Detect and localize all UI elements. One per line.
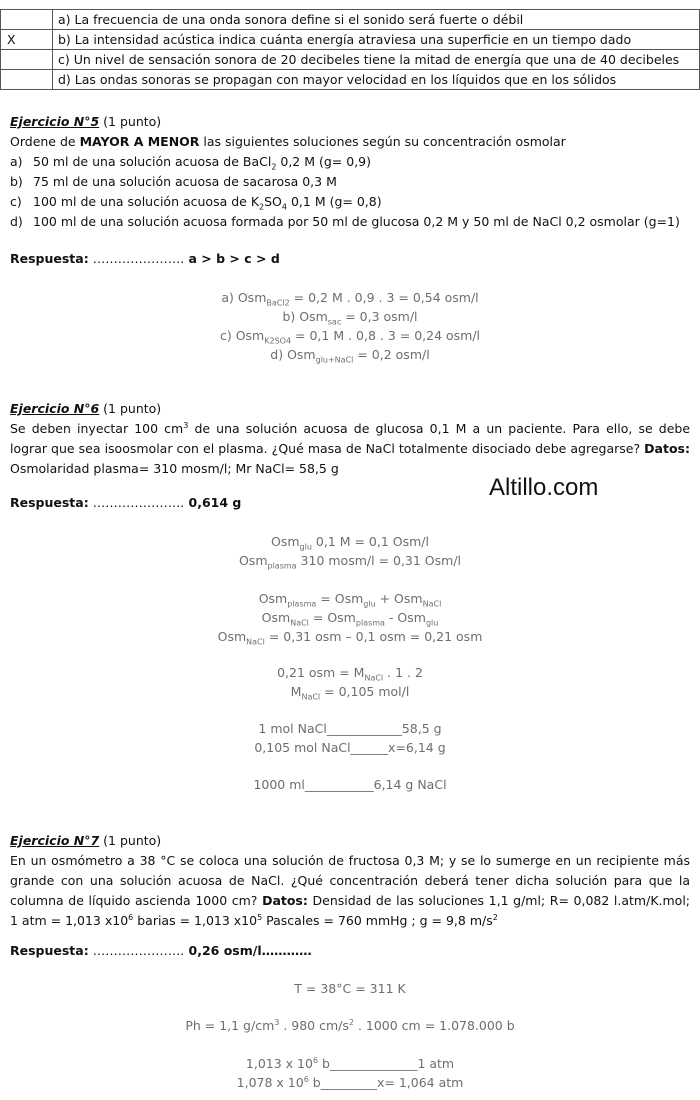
- exercise-6-calculations: [0, 589, 700, 646]
- item-text: 100 ml de una solución acuosa formada por 50 ml de glucosa 0,2 M y 50 ml de NaCl 0,2 osmolar (g=1): [33, 214, 680, 229]
- calc-line: Osm$_{glu}$ 0,1 M = 0,1 Osm/l: [270, 534, 429, 552]
- exercise-7-calculations: [0, 1016, 700, 1035]
- row-text: d) Las ondas sonoras se propagan con mayor velocidad en los líquidos que en los sólidos: [53, 70, 700, 90]
- answer-value: a > b > c > d: [184, 251, 280, 266]
- answer-label: Respuesta:: [10, 943, 89, 958]
- calc-line: 1 mol NaCl____________58,5 g: [258, 721, 442, 736]
- calc-line: Ph = 1,1 $g/cm^3$ . 980 $cm/s^2$ . 1000 cm = 1.078.000 b: [185, 1017, 515, 1033]
- exercise-points: (1 punto): [99, 401, 162, 416]
- row-mark: [1, 70, 53, 90]
- exercise-6-answer: [10, 493, 690, 513]
- answer-dots: ………………….: [88, 495, 185, 510]
- calc-line: 0,21 osm = $M_{NaCl}$ . 1 . 2: [277, 665, 423, 683]
- answer-label: Respuesta:: [10, 495, 89, 510]
- calc-line: Osm$_{plasma}$ 310 mosm/l = 0,31 Osm/l: [238, 553, 462, 571]
- calc-line: d) Osm$_{glu+NaCl}$ = 0,2 osm/l: [270, 347, 430, 365]
- calc-line: 1,078 x $10^6$ b_________x= 1,064 atm: [236, 1074, 464, 1090]
- item-label: d): [10, 214, 23, 229]
- table-row: [1, 30, 700, 50]
- table-row: [1, 70, 700, 90]
- answer-value: 0,614 g: [184, 495, 242, 510]
- item-label: a): [10, 154, 23, 169]
- exercise-6-header: [10, 399, 690, 419]
- list-item: [10, 192, 690, 212]
- calc-line: 1000 ml___________6,14 g NaCl: [253, 777, 447, 792]
- answer-dots: ………………….: [88, 943, 185, 958]
- calc-line: a) Osm$_{BaCl2}$ = 0,2 M . 0,9 . 3 = 0,54 osm/l: [221, 290, 479, 308]
- options-table: [0, 9, 700, 90]
- exercise-5-answer: [10, 249, 690, 269]
- exercise-7-statement: En un osmómetro a 38 °C se coloca una solución de fructosa 0,3 M; y se lo sumerge en un recipiente más grande con una solución acuosa de NaCl. ¿Qué concentración deberá tener dicha solución para que la columna de líquido ascienda 1000 cm? Datos: Densidad de las soluciones 1,1 g/ml; R= 0,082 l.atm/K.mol; 1 atm = 1,013 $x10^6$ barias = 1,013 $x10^5$ Pascales = 760 mmHg ; g = 9,8 $m/s^2$: [10, 853, 690, 928]
- exercise-6-calculations: [0, 663, 700, 701]
- row-text: a) La frecuencia de una onda sonora define si el sonido será fuerte o débil: [53, 10, 700, 30]
- exercise-5-calculations: [0, 288, 700, 364]
- intro-emphasis: MAYOR A MENOR: [79, 134, 200, 149]
- calc-line: $M_{NaCl} = 0,105$ mol/l: [290, 684, 410, 702]
- exercise-title: Ejercicio N°7: [10, 833, 100, 848]
- item-label: b): [10, 174, 23, 189]
- exercise-6-statement: Se deben inyectar 100 $cm^3$ de una solución acuosa de glucosa 0,1 M a un paciente. Para ello, se debe lograr que sea isoosmolar con el plasma. ¿Qué masa de NaCl totalmente disociado debe agregarse? Datos: Osmolaridad plasma= 310 mosm/l; Mr NaCl= 58,5 g: [10, 420, 691, 476]
- calc-line: Osm$_{NaCl}$ = Osm$_{plasma}$ - Osm$_{glu}$: [261, 610, 439, 628]
- exercise-6: [10, 399, 690, 479]
- exercise-7-header: [10, 831, 690, 851]
- exercise-title: Ejercicio N°5: [10, 114, 100, 129]
- list-item: [10, 212, 690, 232]
- answer-value: 0,26 osm/l…………: [184, 943, 312, 958]
- exercise-5-header: [10, 112, 690, 132]
- exercise-6-calculations: [0, 775, 700, 794]
- exercise-title: Ejercicio N°6: [10, 401, 100, 416]
- table-row: [1, 10, 700, 30]
- table-row: [1, 50, 700, 70]
- item-text: 75 ml de una solución acuosa de sacarosa 0,3 M: [33, 174, 337, 189]
- exercise-7-calculations: [0, 1054, 700, 1092]
- item-label: c): [10, 194, 22, 209]
- answer-label: Respuesta:: [10, 251, 89, 266]
- list-item: [10, 172, 690, 192]
- row-mark: [1, 50, 53, 70]
- exercise-7: [10, 831, 690, 931]
- row-mark: X: [1, 30, 53, 50]
- exercise-6-calculations: [0, 532, 700, 570]
- intro-text: Ordene de: [10, 134, 80, 149]
- exercise-5-intro: [10, 132, 690, 152]
- exercise-points: (1 punto): [99, 114, 162, 129]
- answer-dots: ………………….: [88, 251, 185, 266]
- intro-text: las siguientes soluciones según su concentración osmolar: [199, 134, 566, 149]
- list-item: [10, 152, 690, 172]
- exercise-5: [10, 112, 690, 232]
- calc-line: Osm$_{plasma}$ = Osm$_{glu}$ + Osm$_{NaCl}$: [258, 591, 442, 609]
- calc-line: 1,013 x $10^6$ b______________1 atm: [245, 1055, 455, 1071]
- item-text: 50 ml de una solución acuosa de BaCl$_2$ 0,2 M (g= 0,9): [33, 154, 372, 172]
- exercise-points: (1 punto): [99, 833, 162, 848]
- calc-line: 0,105 mol NaCl______x=6,14 g: [254, 740, 446, 755]
- calc-line: c) Osm$_{K2SO4}$ = 0,1 M . 0,8 . 3 = 0,24 osm/l: [219, 328, 481, 346]
- exercise-6-calculations: [0, 719, 700, 757]
- calc-line: T = 38°C = 311 K: [294, 981, 406, 996]
- calc-line: b) Osm$_{sac}$ = 0,3 osm/l: [282, 309, 418, 327]
- watermark: Altillo.com: [489, 474, 599, 501]
- row-mark: [1, 10, 53, 30]
- row-text: c) Un nivel de sensación sonora de 20 decibeles tiene la mitad de energía que una de 40 decibeles: [53, 50, 700, 70]
- exercise-7-calculations: [0, 979, 700, 998]
- row-text: b) La intensidad acústica indica cuánta energía atraviesa una superficie en un tiempo dado: [53, 30, 700, 50]
- calc-line: Osm$_{NaCl}$ = 0,31 osm – 0,1 osm = 0,21 osm: [217, 629, 483, 647]
- item-text: 100 ml de una solución acuosa de $K_2SO_4$ 0,1 M (g= 0,8): [33, 194, 382, 212]
- exercise-7-answer: [10, 941, 690, 961]
